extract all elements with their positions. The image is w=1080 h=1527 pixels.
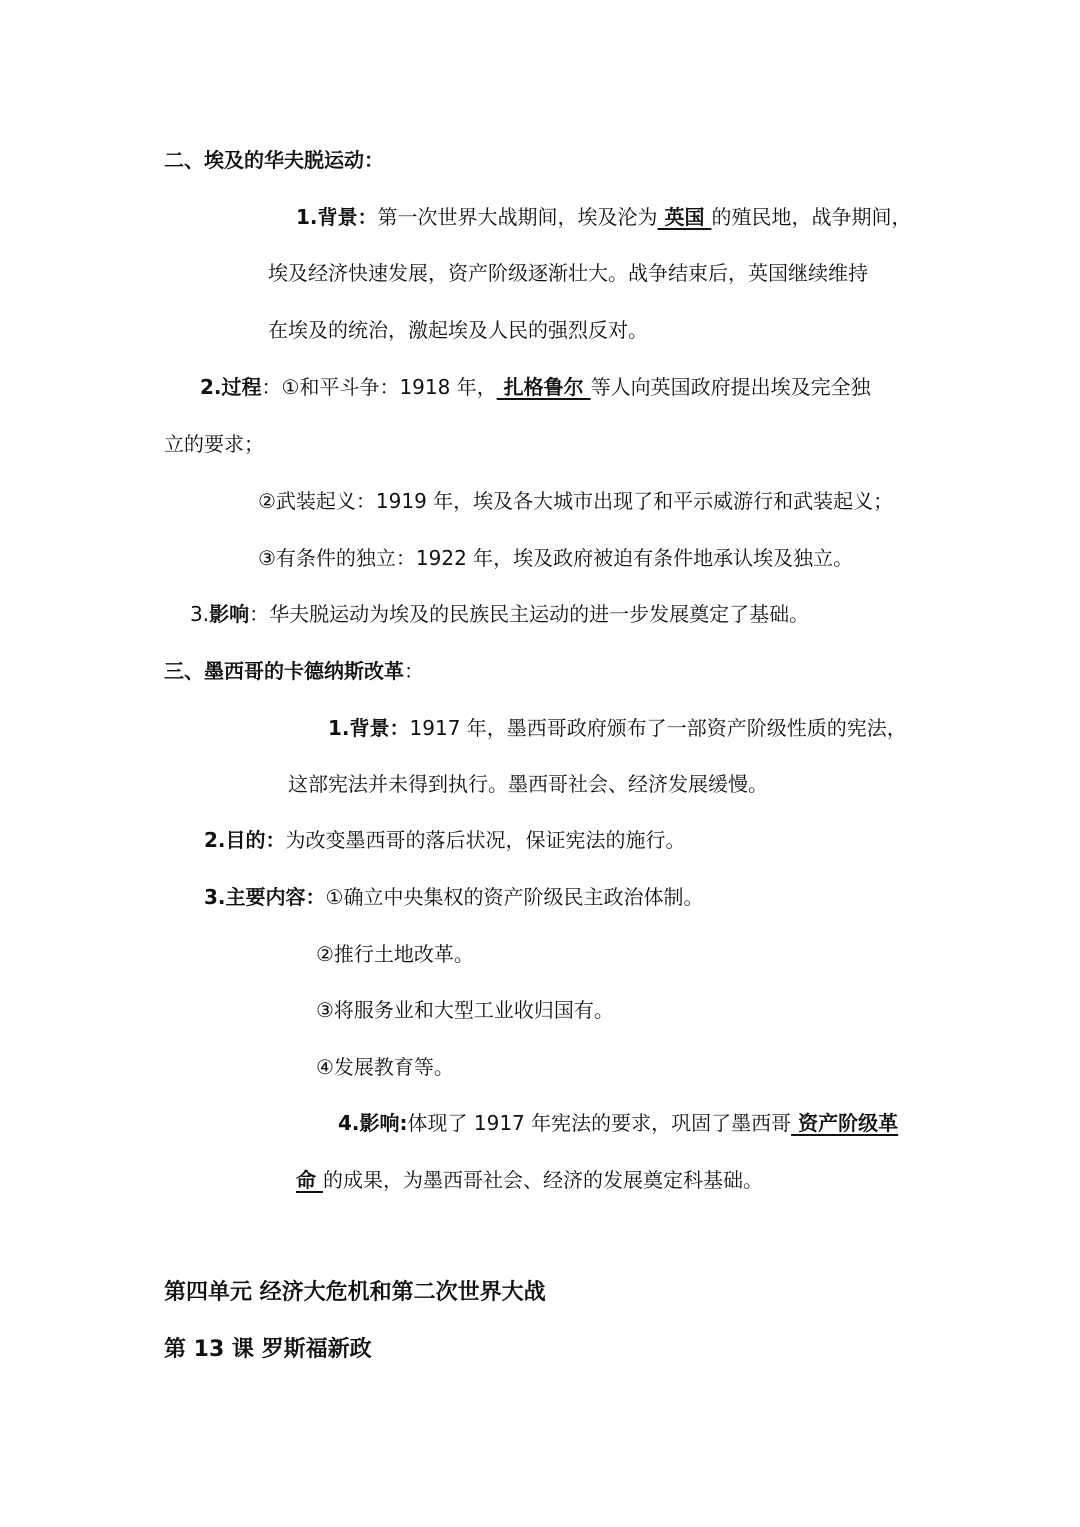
section2-background-line3: 在埃及的统治，激起埃及人民的强烈反对。 bbox=[268, 318, 648, 342]
section2-process-line1: 2.过程：①和平斗争：1918 年， 扎格鲁尔 等人向英国政府提出埃及完全独 bbox=[200, 375, 871, 399]
background-label: 1.背景： bbox=[328, 716, 410, 740]
impact-label: 4.影响: bbox=[338, 1111, 408, 1135]
section3-heading: 三、墨西哥的卡德纳斯改革： bbox=[164, 659, 424, 683]
impact-label: 影响 bbox=[209, 602, 250, 626]
lesson-heading: 第 13 课 罗斯福新政 bbox=[164, 1337, 372, 1362]
section3-goal: 2.目的：为改变墨西哥的落后状况，保证宪法的施行。 bbox=[204, 828, 686, 852]
section3-content-item3: ③将服务业和大型工业收归国有。 bbox=[316, 998, 614, 1022]
section3-content-item2: ②推行土地改革。 bbox=[316, 942, 474, 966]
section3-impact-line1: 4.影响:体现了 1917 年宪法的要求，巩固了墨西哥 资产阶级革 bbox=[338, 1111, 899, 1135]
background-label: 1.背景： bbox=[296, 205, 378, 229]
section2-background-line2: 埃及经济快速发展，资产阶级逐渐壮大。战争结束后，英国继续维持 bbox=[268, 261, 868, 285]
section2-process-item2: ②武装起义：1919 年，埃及各大城市出现了和平示威游行和武装起义； bbox=[258, 489, 894, 513]
answer-blank-zaghlul: 扎格鲁尔 bbox=[496, 375, 591, 399]
answer-blank-bourgeois-revolution: 资产阶级革 bbox=[791, 1111, 899, 1135]
process-label: 2.过程 bbox=[200, 375, 262, 399]
unit-heading: 第四单元 经济大危机和第二次世界大战 bbox=[164, 1280, 546, 1305]
section2-process-item3: ③有条件的独立：1922 年，埃及政府被迫有条件地承认埃及独立。 bbox=[258, 546, 854, 570]
section2-impact: 3.影响：华夫脱运动为埃及的民族民主运动的进一步发展奠定了基础。 bbox=[190, 602, 810, 626]
section3-content-line1: 3.主要内容：①确立中央集权的资产阶级民主政治体制。 bbox=[204, 885, 704, 909]
goal-label: 2.目的： bbox=[204, 828, 286, 852]
content-label: 3.主要内容： bbox=[204, 885, 326, 909]
section3-background-line1: 1.背景：1917 年，墨西哥政府颁布了一部资产阶级性质的宪法， bbox=[328, 716, 907, 740]
section3-content-item4: ④发展教育等。 bbox=[316, 1055, 454, 1079]
answer-blank-britain: 英国 bbox=[657, 205, 712, 229]
section2-background-line1: 1.背景：第一次世界大战期间，埃及沦为 英国 的殖民地，战争期间， bbox=[296, 205, 912, 229]
section3-impact-line2: 命 的成果，为墨西哥社会、经济的发展奠定科基础。 bbox=[296, 1168, 763, 1192]
section2-process-line2: 立的要求； bbox=[164, 432, 264, 456]
section3-background-line2: 这部宪法并未得到执行。墨西哥社会、经济发展缓慢。 bbox=[288, 772, 768, 796]
answer-blank-bourgeois-revolution-end: 命 bbox=[296, 1168, 323, 1192]
section2-heading: 二、埃及的华夫脱运动： bbox=[164, 148, 384, 172]
